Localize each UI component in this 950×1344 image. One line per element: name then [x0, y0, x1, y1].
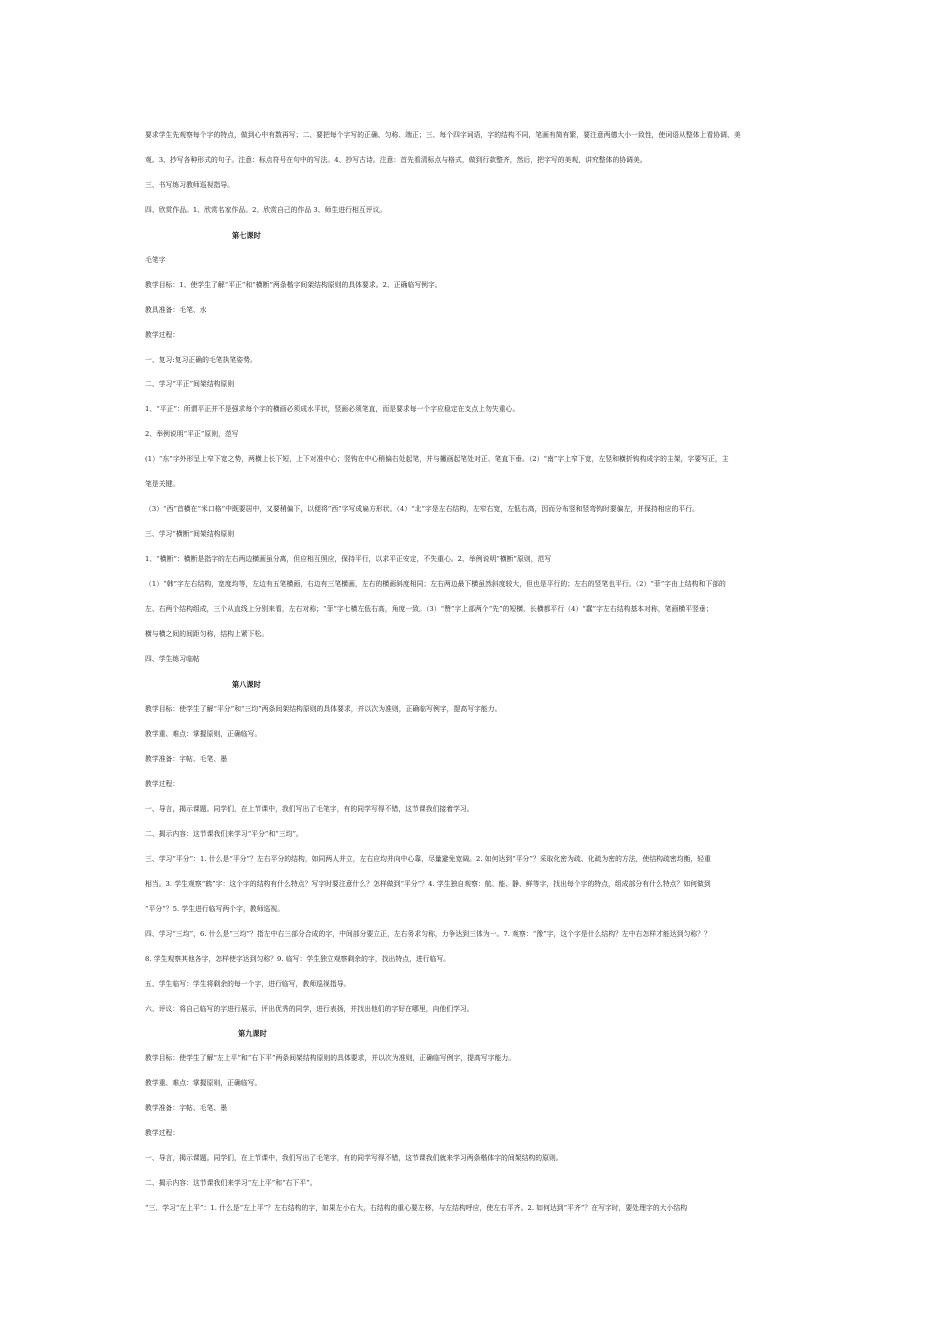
- text-line: （3）“西”首横在“米口格”中既要居中，又要稍偏下，以便将“西”字写成扁方形状。（4）“北”字是左右结构，左窄右宽，左低右高，因而分布竖和竖弯钩时要偏左，并保持相应的平行。: [145, 505, 699, 513]
- section-heading: 第九课时: [238, 1029, 267, 1038]
- text-line: 1、“横断”：横断是指字的左右两边横画虽分离，但应相互照应，保持平行，以求平正安定，不失重心。2、举例说明“横断”原则，范写: [145, 555, 552, 563]
- text-line: 六、评议：将自己临写的字进行展示，评出优秀的同学，进行表扬，并找出他们的字好在哪里，向他们学习。: [145, 1005, 474, 1013]
- text-line: 毛笔字: [145, 256, 166, 264]
- text-line: 笔是关键。: [145, 480, 180, 488]
- text-line: 三、学习“平分”：1. 什么是“平分”？左右平分的结构，如同两人并立，左右应均并向中心靠，尽量避免宽阔。2. 如何达到“平分”？采取化密为疏、化疏为密的方法，使结构疏密均衡，轻重: [145, 855, 711, 863]
- text-line: 一、导言，揭示课题。同学们，在上节课中，我们写出了毛笔字，有的同学写得不错，这节课我们就来学习两条楷体字的间架结构的原则。: [145, 1154, 563, 1162]
- text-line: 教学过程：: [145, 331, 180, 339]
- text-line: 教学过程：: [145, 780, 180, 788]
- text-line: 一、复习:复习正确的毛笔执笔姿势。: [145, 356, 257, 364]
- text-line: 二、学习“平正”间架结构原则: [145, 380, 235, 388]
- text-line: “三、学习“左上平”：1. 什么是“左上平”？左右结构的字，如果左小右大，右结构的重心要左移，与左结构呼应，使左右平齐。2. 如何达到“平齐”？在写字时，要处理字的大小结构: [145, 1204, 688, 1212]
- text-line: 五、学生临写：学生将剩余的每一个字，进行临写，教师巡视指导。: [145, 980, 351, 988]
- text-line: 教学目标：1、使学生了解“平正”和“横断”两条楷字间架结构原则的具体要求。2、正确临写例字。: [145, 281, 442, 289]
- text-line: 二、揭示内容：这节课我们来学习“左上平”和“右下平”。: [145, 1179, 317, 1187]
- text-line: 1、“平正”：所谓平正并不是强求每个字的横画必须成水平状，竖画必须笔直，而是要求每一个字应稳定在支点上勿失重心。: [145, 405, 520, 413]
- text-line: 2、举例说明“平正”原则，范写: [145, 430, 239, 438]
- text-line: 四、学生练习临帖: [145, 655, 200, 663]
- section-heading: 第七课时: [232, 231, 261, 240]
- text-line: （1）“韩”字左右结构，宽度均等，左边有五笔横画，右边有三笔横画，左右的横画斜度相同；左右两边最下横虽然斜度较大，但也是平行的；左右的竖笔也平行。（2）“菲”字由上结构和下部的: [145, 580, 726, 588]
- text-line: 教学重、难点：掌握原则，正确临写。: [145, 730, 262, 738]
- text-line: 一、导言，揭示课题。同学们，在上节课中，我们写出了毛笔字，有的同学写得不错，这节课我们接着学习。: [145, 805, 474, 813]
- section-heading: 第八课时: [232, 680, 261, 689]
- text-line: 左、右两个结构组成，三个从直线上分别来看，左右对称；“菲”字七横左低右高，角度一致。（3）“赞”字上部两个“先”的短横、长横都平行（4）“蠢”字左右结构基本对称，笔画横平竖垂；: [145, 605, 713, 613]
- text-line: (1）“东”字外形呈上窄下宽之势，两横上长下短，上下对准中心；竖钩在中心稍偏右处起笔，并与撇画起笔处对正、笔直下垂。（2）“南”字上窄下宽，左竖和横折钩构成字的主架，字要写正，主: [145, 455, 729, 463]
- text-line: 教学目标：使学生了解“平分”和“三均”两条间架结构原则的具体要求，并以次为准则，正确临写例字，提高写字能力。: [145, 705, 502, 713]
- text-line: 教具准备：毛笔、水: [145, 306, 207, 314]
- text-line: 8. 学生观察其他各字，怎样使字达到匀称？9. 临写：学生独立观察剩余的字，找出特点，进行临写。: [145, 955, 451, 963]
- text-line: 二、揭示内容：这节课我们来学习“平分”和“三均”。: [145, 830, 303, 838]
- text-line: 横与横之间的间距匀称，结构上紧下松。: [145, 630, 269, 638]
- text-line: 教学过程：: [145, 1129, 180, 1137]
- text-line: 教学目标：使学生了解“左上平”和“右下平”两条间架结构原则的具体要求，并以次为准则，正确临写例字，提高写字能力。: [145, 1054, 516, 1062]
- text-line: 三、书写练习教师巡视指导。: [145, 181, 235, 189]
- text-line: 教学准备：字帖、毛笔、墨: [145, 755, 228, 763]
- text-line: 三、学习“横断”间架结构原则: [145, 530, 235, 538]
- text-line: 四、学习“三均”，6. 什么是“三均”？指左中右三部分合成的字，中间部分要立正，左右务求匀称，力争达到三体为一。7. 观察：“豫”字，这个字是什么结构？左中右怎样才能达到匀称？？: [145, 930, 711, 938]
- text-line: 四、欣赏作品。1、欣赏名家作品。2、欣赏自己的作品 3、师生进行相互评议。: [145, 206, 387, 214]
- text-line: 教学准备：字帖、毛笔、墨: [145, 1104, 228, 1112]
- text-line: 相当。3. 学生观察“鹤”字：这个字的结构有什么特点？写字时要注意什么？怎样做到“平分”？4. 学生独自观察：航、能、静、鲜等字，找出每个字的特点，组成部分有什么特点？如何做到: [145, 880, 711, 888]
- text-line: 要求学生先观察每个字的特点，做到心中有数再写；二、要把每个字写的正确、匀称、端正；三、每个四字词语，字的结构不同，笔画有简有繁，要注意两德大小一致性，使词语从整体上看协调、美: [145, 131, 741, 139]
- text-line: “平分”？5. 学生进行临写两个字，教师巡视。: [145, 905, 285, 913]
- text-line: 观。3、抄写各种形式的句子。注意：标点符号在句中的写法。4、抄写古诗。注意：首先看清标点与格式，做到行款整齐，然后，把字写的美观，讲究整体的协调美。: [145, 156, 647, 164]
- text-line: 教学重、难点：掌握原则，正确临写。: [145, 1079, 262, 1087]
